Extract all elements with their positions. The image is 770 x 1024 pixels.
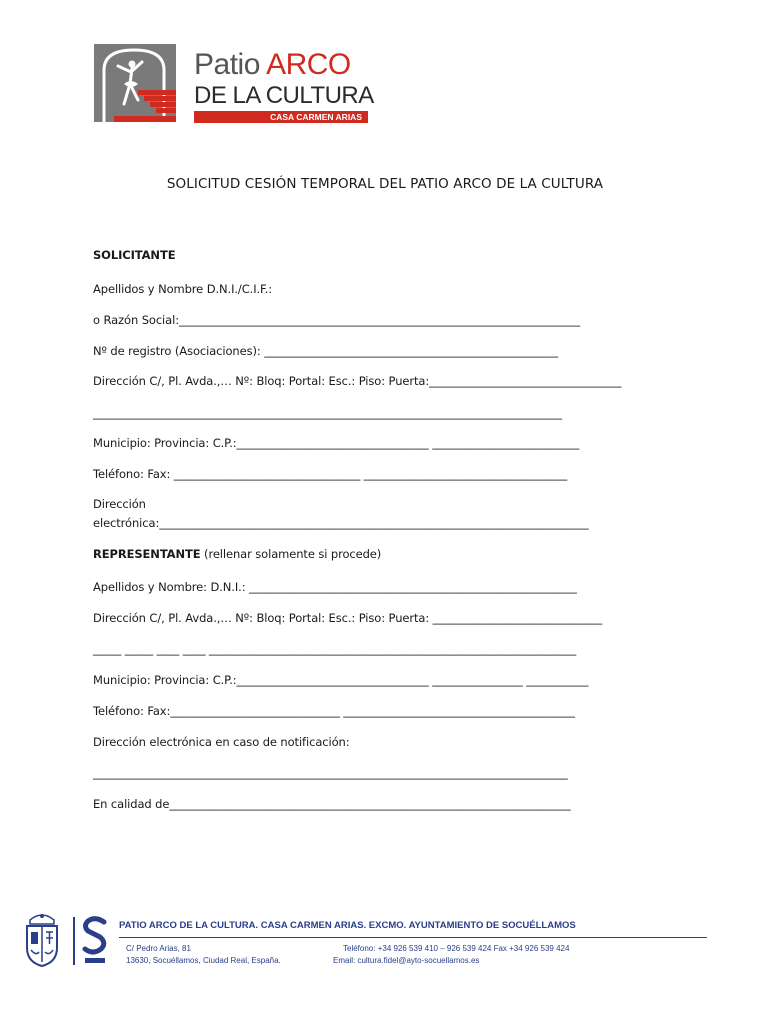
logo-grey-block [94, 44, 176, 122]
logo-band: CASA CARMEN ARIAS [194, 111, 368, 123]
footer-email: Email: cultura.fidel@ayto-socuellamos.es [333, 956, 480, 965]
field-municipio: Municipio: Provincia: C.P.:__________________________________ __________________________ [93, 436, 580, 450]
field-direccion-cont: ___________________________________________________________________________________ [93, 406, 562, 420]
rep-field-direccion-cont: _____ _____ ____ ____ _________________________________________________________________ [93, 642, 577, 656]
rep-field-email: ____________________________________________________________________________________ [93, 766, 568, 780]
field-apellidos-nombre: Apellidos y Nombre D.N.I./C.I.F.: [93, 282, 273, 296]
footer-separator [73, 917, 75, 965]
field-registro: Nº de registro (Asociaciones): ____________________________________________________ [93, 344, 558, 358]
document-title: SOLICITUD CESIÓN TEMPORAL DEL PATIO ARCO DE LA CULTURA [166, 176, 604, 192]
footer-address-1: C/ Pedro Arias, 81 [126, 944, 191, 953]
field-razon-social: o Razón Social:_______________________________________________________________________ [93, 313, 581, 327]
rep-field-direccion: Dirección C/, Pl. Avda.,… Nº: Bloq: Portal: Esc.: Piso: Puerta: ______________________________ [93, 611, 603, 625]
dancer-stairs-icon [94, 44, 176, 122]
footer-address-2: 13630, Socuéllamos, Ciudad Real, España. [126, 956, 281, 965]
rep-field-apellidos: Apellidos y Nombre: D.N.I.: __________________________________________________________ [93, 580, 577, 594]
section-heading-representante: REPRESENTANTE (rellenar solamente si procede) [93, 547, 382, 561]
field-email: electrónica:____________________________________________________________________________ [93, 516, 589, 530]
rep-field-municipio: Municipio: Provincia: C.P.:__________________________________ ________________ ___________ [93, 673, 589, 687]
logo-title-line2: DE LA CULTURA [194, 82, 374, 109]
section-heading-solicitante: SOLICITANTE [93, 248, 176, 262]
socuellamos-s-icon [82, 916, 108, 966]
patio-arco-logo [94, 44, 374, 126]
rep-field-email-label: Dirección electrónica en caso de notificación: [93, 735, 350, 749]
field-direccion: Dirección C/, Pl. Avda.,… Nº: Bloq: Portal: Esc.: Piso: Puerta:__________________________________ [93, 374, 622, 388]
rep-field-telefono: Teléfono: Fax:______________________________ _________________________________________ [93, 704, 575, 718]
footer-phone: Teléfono: +34 926 539 410 – 926 539 424 Fax +34 926 539 424 [343, 944, 570, 953]
municipal-crest-icon [22, 910, 62, 968]
logo-title-line1: Patio ARCO [194, 48, 351, 81]
footer-title: PATIO ARCO DE LA CULTURA. CASA CARMEN ARIAS. EXCMO. AYUNTAMIENTO DE SOCUÉLLAMOS [119, 920, 576, 931]
footer-rule [119, 937, 707, 938]
field-telefono: Teléfono: Fax: _________________________________ ____________________________________ [93, 467, 568, 481]
field-email-label: Dirección [93, 497, 146, 511]
rep-field-calidad: En calidad de_______________________________________________________________________ [93, 797, 571, 811]
